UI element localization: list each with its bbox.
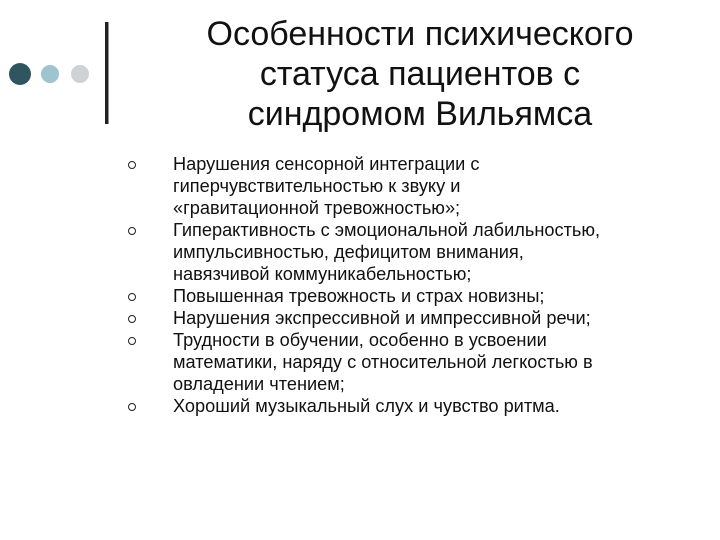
decor-vertical-bar (105, 22, 109, 124)
slide-title-line: Особенности психического (206, 15, 634, 53)
decor-dot-mid (41, 65, 59, 83)
bullet-item (128, 153, 708, 219)
bullet-text (173, 219, 708, 285)
slide-title-line: синдромом Вильямса (247, 95, 593, 133)
bullet-text-line: Повышенная тревожность и страх новизны; (173, 286, 545, 306)
bullet-text-line: Трудности в обучении, особенно в усвоении (173, 330, 547, 350)
bullet-text-line: навязчивой коммуникабельностью; (173, 264, 472, 284)
bullet-ring-icon (128, 315, 136, 323)
bullet-text (173, 329, 708, 395)
bullet-item (128, 307, 708, 329)
bullet-ring-icon (128, 403, 136, 411)
bullet-item (128, 395, 708, 417)
slide-title (140, 14, 700, 134)
bullet-text-line: Нарушения сенсорной интеграции с (173, 154, 480, 174)
decor-dot-dark (9, 63, 31, 85)
slide-title-line: статуса пациентов с (259, 55, 581, 93)
bullet-text-line: Гиперактивность с эмоциональной лабильностью, (173, 220, 601, 240)
bullet-text-line: импульсивностью, дефицитом внимания, (173, 242, 524, 262)
bullet-text (173, 395, 708, 417)
bullet-ring-icon (128, 293, 136, 301)
bullet-ring-icon (128, 337, 136, 345)
bullet-text-line: Нарушения экспрессивной и импрессивной речи; (173, 308, 591, 328)
bullet-text-line: математики, наряду с относительной легкостью в (173, 352, 593, 372)
bullet-text (173, 285, 708, 307)
bullet-text-line: Хороший музыкальный слух и чувство ритма. (173, 396, 560, 416)
bullet-item (128, 219, 708, 285)
bullet-text (173, 153, 708, 219)
bullet-item (128, 285, 708, 307)
bullet-text-line: «гравитационной тревожностью»; (173, 198, 461, 218)
bullet-item (128, 329, 708, 395)
bullet-list (128, 153, 708, 417)
bullet-text-line: овладении чтением; (173, 374, 345, 394)
bullet-text (173, 307, 708, 329)
bullet-ring-icon (128, 161, 136, 169)
bullet-text-line: гиперчувствительностью к звуку и (173, 176, 461, 196)
decor-dot-light (71, 65, 89, 83)
bullet-ring-icon (128, 227, 136, 235)
